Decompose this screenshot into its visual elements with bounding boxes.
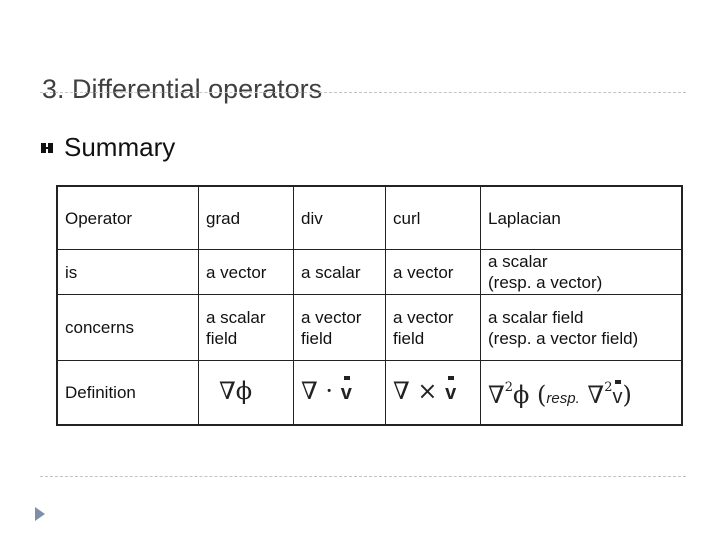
nabla-symbol: ∇: [301, 377, 318, 405]
next-slide-arrow-icon[interactable]: [34, 506, 46, 527]
table-cell: curl: [386, 186, 481, 250]
cell-line: a vector: [301, 307, 362, 327]
operators-table: [56, 185, 683, 426]
table-cell: [386, 295, 481, 361]
grad-formula: [219, 377, 252, 405]
cell-line: a vector: [393, 307, 454, 327]
table-cell: a vector: [386, 250, 481, 295]
resp-label: resp.: [546, 389, 580, 407]
title-divider: [40, 92, 686, 93]
dot-symbol: ·: [325, 377, 334, 405]
bullet-icon: [40, 141, 54, 155]
cell-line: a scalar: [206, 307, 266, 327]
curl-formula: [393, 377, 456, 405]
laplacian-formula: [488, 381, 632, 409]
table-cell: concerns: [57, 295, 199, 361]
table-cell: Operator: [57, 186, 199, 250]
div-formula-cell: [294, 361, 386, 426]
nabla-symbol: ∇: [219, 377, 236, 405]
exponent: 2: [604, 379, 613, 395]
table-cell: [294, 295, 386, 361]
cell-line: (resp. a vector field): [488, 328, 639, 348]
paren-close: ): [622, 380, 632, 409]
phi-symbol: ϕ: [235, 377, 253, 405]
table-cell: Definition: [57, 361, 199, 426]
table-row: [57, 295, 682, 361]
cell-line: field: [206, 328, 238, 348]
table-cell: [481, 250, 683, 295]
table-row: [57, 250, 682, 295]
table-cell: a vector: [199, 250, 294, 295]
vector-v-symbol: v: [612, 385, 623, 408]
table-cell: Laplacian: [481, 186, 683, 250]
phi-symbol: ϕ: [513, 380, 530, 409]
cross-symbol: ×: [417, 377, 438, 405]
table-cell: [481, 295, 683, 361]
slide-title: 3. Differential operators: [42, 74, 323, 104]
footer-divider: [40, 476, 686, 477]
div-formula: [301, 377, 352, 405]
table-row: [57, 361, 682, 426]
nabla-symbol: ∇: [587, 380, 605, 409]
table-row: [57, 186, 682, 250]
nabla-symbol: ∇: [393, 377, 410, 405]
cell-line: a scalar: [488, 252, 548, 271]
table-cell: div: [294, 186, 386, 250]
table-cell: grad: [199, 186, 294, 250]
nabla-symbol: ∇: [488, 380, 505, 409]
exponent: 2: [504, 379, 514, 395]
laplacian-formula-cell: [481, 361, 683, 426]
vector-v-symbol: v: [340, 382, 352, 404]
bullet-text: Summary: [64, 132, 176, 162]
table-cell: a scalar: [294, 250, 386, 295]
grad-formula-cell: [199, 361, 294, 426]
cell-line: a scalar field: [488, 307, 584, 327]
vector-v-symbol: v: [445, 382, 457, 404]
cell-line: (resp. a vector): [488, 273, 603, 292]
cell-line: field: [393, 328, 425, 348]
cell-line: field: [301, 328, 333, 348]
paren-open: (: [537, 380, 547, 409]
curl-formula-cell: [386, 361, 481, 426]
table-cell: [199, 295, 294, 361]
table-cell: is: [57, 250, 199, 295]
bullet-item: [40, 132, 175, 163]
